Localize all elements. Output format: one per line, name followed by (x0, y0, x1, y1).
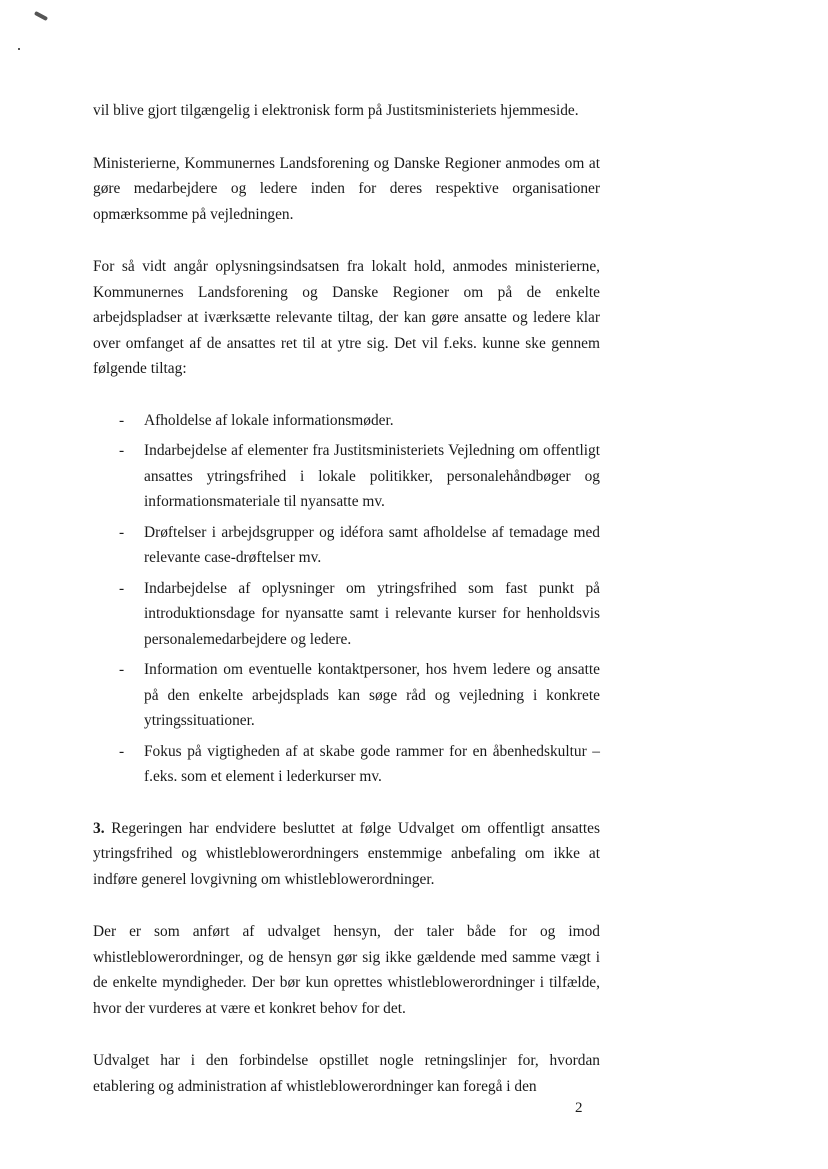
paragraph-1: vil blive gjort tilgængelig i elektronisk form på Justitsministeriets hjemmeside. (93, 102, 579, 119)
section-number: 3. (93, 819, 105, 837)
list-item (93, 438, 600, 515)
bullet-dash: - (119, 411, 125, 429)
list-item (93, 657, 600, 734)
list-item-text: Afholdelse af lokale informationsmøder. (144, 411, 394, 429)
list-item (93, 576, 600, 653)
scan-mark (34, 11, 48, 21)
list-item-text: Drøftelser i arbejdsgrupper og idéfora samt afholdelse af temadage med relevante case-drøftelser mv. (144, 523, 600, 566)
list-item-text: Indarbejdelse af oplysninger om ytringsfrihed som fast punkt på introduktionsdage for nyansatte samt i relevante kurser for henholdsvis personalemedarbejdere og ledere. (144, 579, 600, 648)
bullet-dash: - (119, 661, 125, 678)
list-item-text: Fokus på vigtigheden af at skabe gode rammer for en åbenhedskultur – f.eks. som et element i lederkurser mv. (144, 742, 600, 785)
list-item (93, 520, 600, 571)
list-item-text: Indarbejdelse af elementer fra Justitsministeriets Vejledning om offentligt ansattes ytringsfrihed i lokale politikker, personalehåndbøger og informationsmateriale til nyansatte mv. (144, 442, 600, 510)
bullet-dash: - (119, 742, 125, 760)
paragraph-3: For så vidt angår oplysningsindsatsen fra lokalt hold, anmodes ministerierne, Kommunernes Landsforening og Danske Regioner om på de enkelte arbejdspladser at iværksætte relevante tiltag, der kan gøre ansatte og ledere klar over omfanget af de ansattes ret til at ytre sig. Det vil f.eks. kunne ske gennem følgende tiltag: (93, 258, 600, 377)
list-item (93, 408, 600, 434)
list-item (93, 739, 600, 790)
scan-dot (18, 48, 20, 50)
document-body (93, 98, 600, 1126)
bullet-dash: - (119, 579, 125, 597)
paragraph-2: Ministerierne, Kommunernes Landsforening og Danske Regioner anmodes om at gøre medarbejdere og ledere inden for deres respektive organisationer opmærksomme på vejledningen. (93, 154, 600, 223)
bullet-dash: - (119, 442, 125, 459)
bullet-list (93, 408, 600, 790)
paragraph-4-text: Regeringen har endvidere besluttet at følge Udvalget om offentligt ansattes ytringsfrihed og whistleblowerordningers enstemmige anbefaling om ikke at indføre generel lovgivning om whistleblowerordninger. (93, 819, 600, 888)
paragraph-5: Der er som anført af udvalget hensyn, der taler både for og imod whistleblowerordninger, og de hensyn gør sig ikke gældende med samme vægt i de enkelte myndigheder. Der bør kun oprettes whistleblowerordninger i tilfælde, hvor der vurderes at være et konkret behov for det. (93, 923, 600, 1017)
paragraph-6: Udvalget har i den forbindelse opstillet nogle retningslinjer for, hvordan etablering og administration af whistleblowerordninger kan foregå i den (93, 1052, 600, 1095)
paragraph-4 (93, 816, 600, 893)
bullet-dash: - (119, 523, 125, 541)
page-number: 2 (575, 1100, 583, 1116)
list-item-text: Information om eventuelle kontaktpersoner, hos hvem ledere og ansatte på den enkelte arbejdsplads kan søge råd og vejledning i konkrete ytringssituationer. (144, 661, 600, 729)
